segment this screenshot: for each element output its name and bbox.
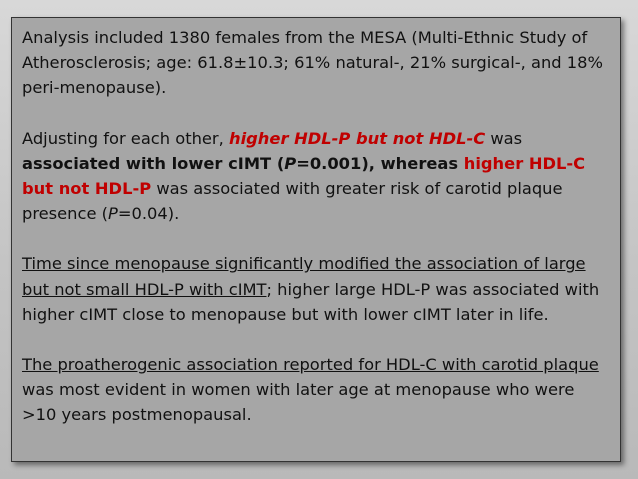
text-span: was [485, 128, 523, 148]
text-box [11, 17, 621, 462]
underlined-span: The proatherogenic association reported for HDL-C with carotid plaque [22, 355, 599, 375]
text-span: =0.04). [117, 204, 180, 224]
underlined-span: Time since menopause significantly modified the association of large but not small HDL-P with cIMT [22, 254, 586, 299]
text-span: was associated with greater risk of carotid plaque presence ( [22, 179, 563, 224]
highlight-hdlp: higher HDL-P but not HDL-C [228, 128, 486, 148]
paragraph-menopause-time [22, 251, 610, 327]
bold-span: =0.001), whereas [296, 153, 464, 173]
text-span: ; higher large HDL-P was associated with higher cIMT close to menopause but with lower cIMT later in life. [22, 279, 600, 324]
paragraph-findings [22, 126, 610, 227]
text-span: Analysis included 1380 females from the MESA (Multi-Ethnic Study of Atherosclerosis; age: 61.8±10.3; 61% natural-, 21% surgical-, and 18% peri-menopause). [22, 28, 603, 98]
p-symbol: P [108, 204, 118, 224]
text-span: was most evident in women with later age at menopause who were >10 years postmenopausal. [22, 380, 575, 425]
bold-span: associated with lower cIMT ( [22, 153, 285, 173]
paragraph-proatherogenic [22, 352, 610, 428]
paragraph-sample [22, 25, 610, 101]
text-span: Adjusting for each other, [22, 128, 229, 148]
highlight-hdlc: higher HDL-C but not HDL-P [22, 153, 586, 199]
p-symbol: P [284, 153, 297, 173]
